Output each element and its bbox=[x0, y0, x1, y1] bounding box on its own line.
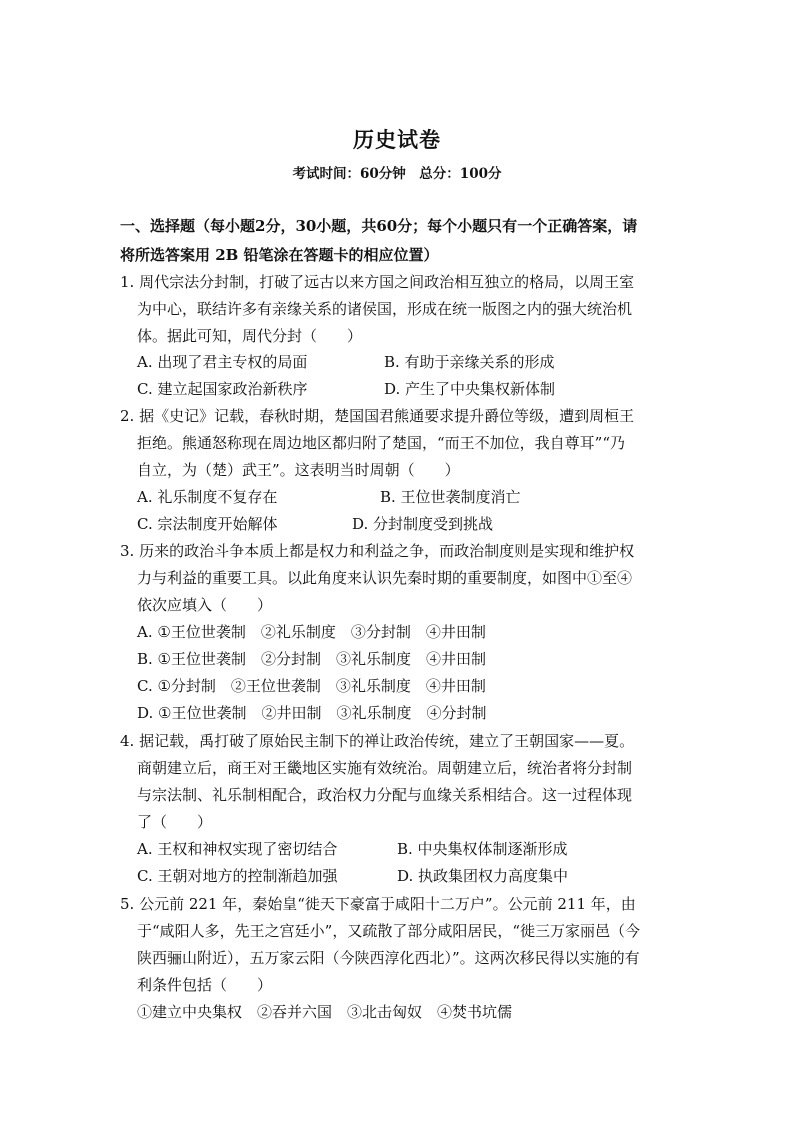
question-1-stem-line-2: 为中心，联结许多有亲缘关系的诸侯国，形成在统一版图之内的强大统治机 bbox=[137, 300, 633, 318]
question-1-stem-line-3: 体。据此可知，周代分封（ ） bbox=[137, 327, 363, 345]
question-4-option-c: C. 王朝对地方的控制渐趋加强 bbox=[137, 867, 338, 885]
question-4-stem-line-3: 与宗法制、礼乐制相配合，政治权力分配与血缘关系相结合。这一过程体现 bbox=[137, 786, 633, 804]
question-3-option-b: B. ①王位世袭制 ②分封制 ③礼乐制度 ④井田制 bbox=[137, 650, 487, 668]
question-3-option-d: D. ①王位世袭制 ②井田制 ③礼乐制度 ④分封制 bbox=[137, 704, 487, 722]
question-2-option-b: B. 王位世袭制度消亡 bbox=[380, 488, 521, 506]
exam-info: 考试时间：60分钟 总分：100分 bbox=[292, 166, 502, 182]
question-4-option-d: D. 执政集团权力高度集中 bbox=[397, 867, 569, 885]
question-1-stem-line-1: 1. 周代宗法分封制，打破了远古以来方国之间政治相互独立的格局，以周王室 bbox=[120, 273, 635, 291]
question-5-stem-line-3: 陕西骊山附近），五万家云阳（今陕西淳化西北）”。这两次移民得以实施的有 bbox=[137, 949, 640, 967]
section-instruction-line-1: 一、选择题（每小题2分，30小题，共60分；每个小题只有一个正确答案，请 bbox=[120, 217, 638, 235]
question-4-stem-line-2: 商朝建立后，商王对王畿地区实施有效统治。周朝建立后，统治者将分封制 bbox=[137, 759, 633, 777]
question-4-option-b: B. 中央集权体制逐渐形成 bbox=[397, 840, 568, 858]
question-2-option-a: A. 礼乐制度不复存在 bbox=[137, 488, 278, 506]
question-4-stem-line-1: 4. 据记载，禹打破了原始民主制下的禅让政治传统，建立了王朝国家——夏。 bbox=[120, 732, 635, 750]
question-3-option-a: A. ①王位世袭制 ②礼乐制度 ③分封制 ④井田制 bbox=[137, 623, 486, 641]
page-title: 历史试卷 bbox=[353, 127, 441, 152]
question-2-stem-line-1: 2. 据《史记》记载，春秋时期，楚国国君熊通要求提升爵位等级，遭到周桓王 bbox=[120, 407, 635, 425]
question-2-stem-line-2: 拒绝。熊通怒称现在周边地区都归附了楚国，“而王不加位，我自尊耳”“乃 bbox=[137, 434, 626, 452]
question-1-option-d: D. 产生了中央集权新体制 bbox=[384, 380, 556, 398]
question-3-stem-line-3: 依次应填入（ ） bbox=[137, 596, 273, 614]
section-instruction-line-2: 将所选答案用 2B 铅笔涂在答题卡的相应位置） bbox=[120, 246, 439, 264]
question-4-stem-line-4: 了（ ） bbox=[137, 813, 213, 831]
question-5-stem-line-4: 利条件包括（ ） bbox=[137, 976, 273, 994]
question-1-option-b: B. 有助于亲缘关系的形成 bbox=[384, 353, 555, 371]
question-5-stem-line-1: 5. 公元前 221 年，秦始皇“徙天下豪富于咸阳十二万户”。公元前 211 年，由 bbox=[120, 895, 636, 913]
question-3-stem-line-2: 力与利益的重要工具。以此角度来认识先秦时期的重要制度，如图中①至④ bbox=[137, 569, 633, 587]
question-5-stem-line-2: 于“咸阳人多，先王之宫廷小”，又疏散了部分咸阳居民，“徙三万家丽邑（今 bbox=[137, 922, 641, 940]
question-2-stem-line-3: 自立，为（楚）武王”。这表明当时周朝（ ） bbox=[137, 461, 460, 479]
question-5-items: ①建立中央集权 ②吞并六国 ③北击匈奴 ④焚书坑儒 bbox=[137, 1003, 513, 1021]
question-4-option-a: A. 王权和神权实现了密切结合 bbox=[137, 840, 338, 858]
question-3-stem-line-1: 3. 历来的政治斗争本质上都是权力和利益之争，而政治制度则是实现和维护权 bbox=[120, 542, 635, 560]
question-2-option-c: C. 宗法制度开始解体 bbox=[137, 515, 278, 533]
question-1-option-a: A. 出现了君主专权的局面 bbox=[137, 353, 308, 371]
question-2-option-d: D. 分封制度受到挑战 bbox=[352, 515, 494, 533]
question-1-option-c: C. 建立起国家政治新秩序 bbox=[137, 380, 308, 398]
question-3-option-c: C. ①分封制 ②王位世袭制 ③礼乐制度 ④井田制 bbox=[137, 677, 486, 695]
